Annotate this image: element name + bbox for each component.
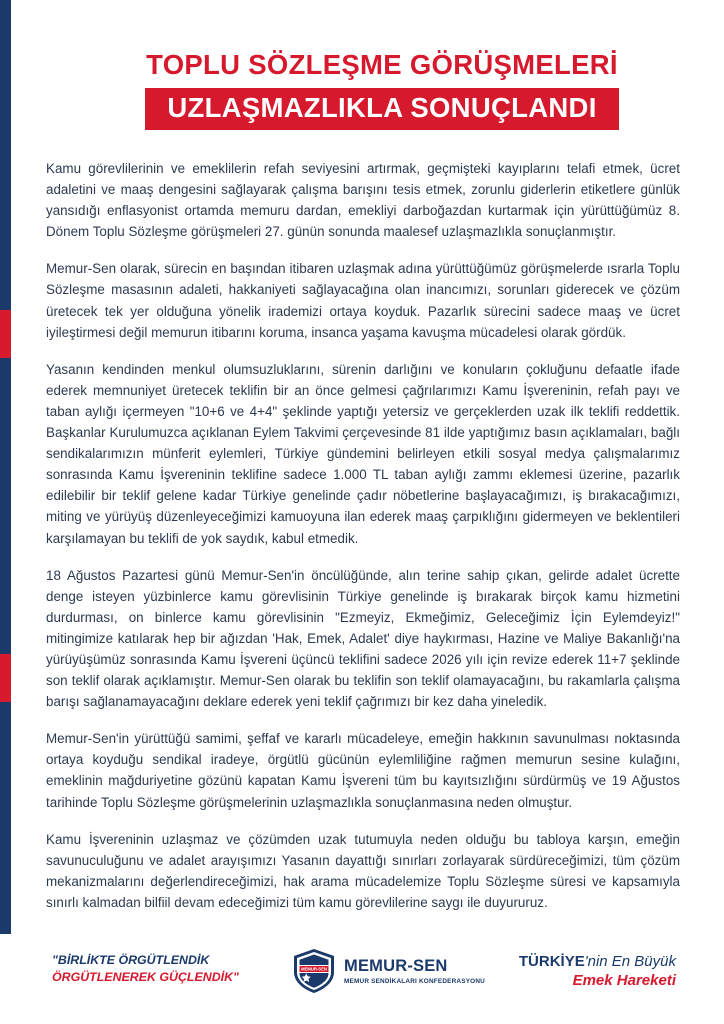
page-title-line2: UZLAŞMAZLIKLA SONUÇLANDI bbox=[167, 92, 597, 123]
svg-text:MEMUR-SEN: MEMUR-SEN bbox=[301, 966, 327, 972]
page-title-line2-highlight bbox=[145, 88, 618, 130]
left-accent-bar-navy-bottom bbox=[0, 702, 11, 934]
body-paragraph: Memur-Sen'in yürüttüğü samimi, şeffaf ve kararlı mücadeleye, emeğin hakkının savunulması noktasında ortaya koyduğu sendikal iradeye, örgütlü gücünün eylemliliğine rağmen memurun sesine kulağını, emeklinin mağduriyetine gözünü kapatan Kamu İşvereni tüm bu kayıtsızlığını sürdürmüş ve 19 Ağustos tarihinde Toplu Sözleşme görüşmelerinin uzlaşmazlıkla sonuçlanmasına neden olmuştur. bbox=[46, 731, 680, 810]
memur-sen-logo-icon bbox=[292, 948, 336, 994]
footer-slogan bbox=[52, 952, 239, 986]
footer-tagline-bold: TÜRKİYE bbox=[518, 953, 585, 970]
footer-brand bbox=[292, 948, 485, 994]
document-footer bbox=[0, 934, 724, 1024]
document-header bbox=[0, 48, 724, 130]
footer-brand-subtitle: MEMUR SENDİKALARI KONFEDERASYONU bbox=[344, 978, 485, 985]
footer-slogan-line2: ÖRGÜTLENEREK GÜÇLENDİK" bbox=[52, 970, 239, 984]
page-title-line1: TOPLU SÖZLEŞME GÖRÜŞMELERİ bbox=[146, 49, 618, 80]
document-body bbox=[46, 158, 680, 913]
footer-tagline-line1 bbox=[519, 952, 676, 971]
body-paragraph: Yasanın kendinden menkul olumsuzluklarını, sürenin darlığını ve konuların çokluğunu defaatle ifade ederek memnuniyet üretecek teklifin bir an önce gelmesi çağrılarımızı Kamu İşvereninin, refah payı ve taban aylığı içermeyen "10+6 ve 4+4" şeklinde yaptığı yetersiz ve gerçeklerden uzak ilk teklifi reddettik. Başkanlar Kurulumuzca açıklanan Eylem Takvimi çerçevesinde 81 ilde yaptığımız basın açıklamaları, bağlı sendikalarımızın münferit eylemleri, Türkiye gündemini belirleyen etkili sosyal medya çalışmalarımız sonrasında Kamu İşvereninin teklifine sadece 1.000 TL taban aylığı zammı eklemesi üzerine, pazarlık edilebilir bir teklif gelene kadar Türkiye genelinde çadır nöbetlerine başlayacağımızı, iş bırakacağımızı, miting ve yürüyüş düzenleyeceğimizi kamuoyuna ilan ederek maaş çarpıklığını gidermeyen ve beklentileri karşılamayan bu teklifi de yok saydık, kabul etmedik. bbox=[46, 361, 680, 546]
footer-brand-name: MEMUR-SEN bbox=[344, 957, 448, 975]
left-accent-bar-red-upper bbox=[0, 310, 11, 358]
footer-slogan-line1: "BİRLİKTE ÖRGÜTLENDİK bbox=[52, 953, 210, 967]
footer-brand-text bbox=[344, 957, 485, 985]
left-accent-bar-navy-top bbox=[0, 0, 11, 310]
body-paragraph: Kamu görevlilerinin ve emeklilerin refah seviyesini artırmak, geçmişteki kayıplarını telafi etmek, ücret adaletini ve maaş dengesini sağlayarak çalışma barışını tesis etmek, zorunlu giderlerin etiketlere günlük yansıdığı enflasyonist ortamda memuru dardan, emekliyi darboğazdan kurtarmak için yürüttüğümüz 8. Dönem Toplu Sözleşme görüşmeleri 27. günün sonunda maalesef uzlaşmazlıkla sonuçlanmıştır. bbox=[46, 161, 680, 240]
left-accent-bar-navy-middle bbox=[0, 358, 11, 654]
body-paragraph: Kamu İşvereninin uzlaşmaz ve çözümden uzak tutumuyla neden olduğu bu tabloya karşın, emeğin savunuculuğunu ve adalet arayışımızı Yasanın dayattığı sınırları zorlayarak sürdüreceğimizi, tüm çözüm mekanizmalarını değerlendireceğimizi, hak arama mücadelemize Toplu Sözleşme süresi ve kapsamıyla sınırlı kalmadan bilfiil devam edeceğimizi tüm kamu görevlilerine saygı ile duyururuz. bbox=[46, 831, 680, 910]
body-paragraph: Memur-Sen olarak, sürecin en başından itibaren uzlaşmak adına yürüttüğümüz görüşmelerde ısrarla Toplu Sözleşme masasının adaleti, hakkaniyeti sağlayacağına olan inancımızı, sorunları giderecek ve çözüm üretecek tek yer olduğuna yönelik irademizi ortaya koyduk. Pazarlık sürecini sadece maaş ve ücret iyileştirmesi değil memurun itibarını koruma, insanca yaşama kavuşma mücadelesi olarak gördük. bbox=[46, 261, 680, 340]
left-accent-bar-red-lower bbox=[0, 654, 11, 702]
footer-tagline bbox=[519, 952, 676, 990]
body-paragraph: 18 Ağustos Pazartesi günü Memur-Sen'in öncülüğünde, alın terine sahip çıkan, gelirde adalet ücrette denge isteyen yüzbinlerce kamu görevlisinin Türkiye genelinde iş bırakarak birçok kamu hizmetini durdurması, on binlerce kamu görevlisinin "Ezmeyiz, Ekmeğimiz, Geleceğimiz İçin Eylemdeyiz!" mitingimize katılarak hep bir ağızdan 'Hak, Emek, Adalet' diye haykırması, Hazine ve Maliye Bakanlığı'na yürüyüşümüz sonrasında Kamu İşvereni üçüncü teklifini sadece 2026 yılı için revize ederek 11+7 şeklinde son teklif olarak açıklamıştır. Memur-Sen olarak bu teklifin son teklif olamayacağını, bu rakamlarla çalışma barışı sağlanamayacağını deklare ederek yeni teklif çağrımızı bir kez daha yineledik. bbox=[46, 567, 680, 710]
footer-tagline-line2: Emek Hareketi bbox=[572, 972, 676, 989]
footer-tagline-thin: 'nin En Büyük bbox=[584, 953, 676, 970]
